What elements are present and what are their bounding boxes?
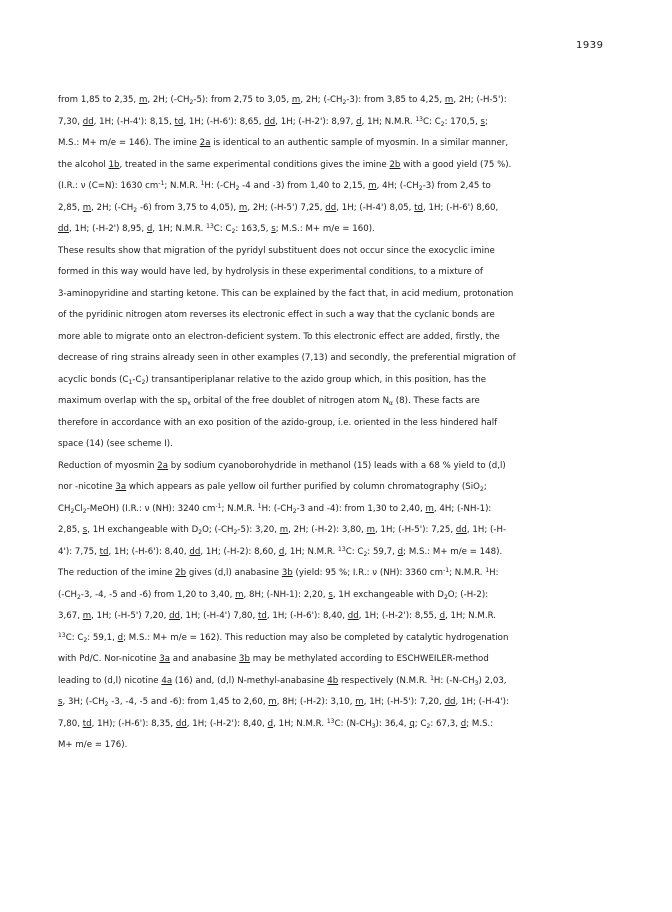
text-line (58, 391, 618, 413)
text-run: -5): from 2,75 to 3,05, (193, 95, 292, 105)
text-run: H: (-N-CH (433, 675, 475, 686)
subscript: 2 (440, 120, 445, 128)
text-line (58, 671, 618, 693)
text-run: 7,80, (58, 718, 83, 729)
text-run: C: C (345, 546, 364, 557)
paragraph (58, 241, 618, 456)
text-run: The reduction of the imine (58, 568, 176, 578)
superscript: -1 (215, 502, 222, 510)
underlined-term: m (238, 202, 248, 213)
subscript: 2 (479, 486, 484, 493)
text-run: , 1H; (-H-2'): 8,55, (358, 611, 440, 621)
paragraph (58, 456, 618, 757)
underlined-term: m (268, 697, 277, 707)
text-run: , 1H; (-H-4'): 8,15, (93, 116, 175, 127)
text-line (58, 133, 618, 155)
subscript: 2 (426, 722, 431, 730)
text-run: -3, -4, -5 and -6) from 1,20 to 3,40, (80, 589, 236, 600)
text-run: , 2H; (-CH (300, 95, 343, 105)
text-run: therefore in accordance with an exo position of the azido-group, i.e. oriented in the less hindered half (58, 417, 498, 428)
text-run: ; N.M.R. (449, 568, 486, 578)
text-run: orbital of the free doublet of nitrogen atom N (190, 396, 390, 406)
underlined-term: td (174, 116, 184, 127)
text-run: CH (58, 503, 71, 514)
underlined-term: m (82, 202, 92, 213)
text-line (58, 714, 618, 736)
text-run: ): 36,4, (375, 718, 410, 729)
text-line (58, 542, 618, 564)
text-run: of the pyridinic nitrogen atom reverses its electronic effect in such a way that the cyclanic bonds are (58, 310, 495, 320)
text-line (58, 585, 618, 607)
underlined-term: d (278, 546, 285, 557)
text-run: , 1H; (-H-4'): (455, 697, 509, 707)
text-run: , 1H; N.M.R. (445, 611, 497, 621)
underlined-term: m (425, 503, 434, 514)
text-run: , 1H; (-H-6') 8,60, (423, 202, 499, 213)
underlined-term: dd (58, 224, 69, 234)
text-run: 7,30, (58, 116, 83, 127)
underlined-term: dd (325, 202, 337, 213)
text-run: ; (483, 482, 487, 492)
text-run: , 4H; (-CH (376, 181, 419, 191)
text-line (58, 370, 618, 392)
superscript: 13 (338, 545, 346, 553)
text-run: M+ m/e = 176). (58, 740, 128, 750)
underlined-term: m (279, 525, 289, 535)
text-line (58, 198, 618, 220)
subscript: 2 (342, 99, 347, 106)
text-run: respectively (N.M.R. (338, 675, 431, 686)
text-run: -4 and -3) from 1,40 to 2,15, (239, 181, 369, 191)
text-run: , 1H; N.M.R. (273, 718, 327, 729)
underlined-term: 2a (199, 138, 211, 148)
text-run: : 59,7, (367, 546, 398, 557)
text-run: , 2H; (-H-5'): (453, 95, 507, 105)
text-run: , 1H; (-H-2): 8,60, (200, 546, 279, 557)
text-line (58, 348, 618, 370)
text-run: , 8H; (-H-2): 3,10, (276, 697, 356, 707)
text-run: the alcohol (58, 159, 109, 170)
text-line (58, 90, 618, 112)
text-run: ; (484, 116, 488, 127)
underlined-term: m (138, 95, 148, 105)
text-run: 2,85, (58, 202, 83, 213)
subscript: α (389, 400, 394, 407)
text-run: formed in this way would have led, by hydrolysis in these experimental conditions, to a mixture of (58, 267, 483, 277)
underlined-term: 2b (389, 159, 401, 170)
text-line (58, 606, 618, 628)
text-run: gives (d,l) anabasine (186, 568, 282, 578)
text-run: 3-aminopyridine and starting ketone. This can be explained by the fact that, in acid medium, protonation (58, 288, 514, 299)
text-line (58, 520, 618, 542)
underlined-term: s (82, 525, 88, 535)
text-run: , 1H; (-H-5') 7,20, (91, 611, 170, 621)
text-run: ) 2,03, (478, 675, 507, 686)
text-run: (I.R.: ν (C=N): 1630 cm (58, 181, 159, 191)
text-run: , 2H; (-CH (91, 202, 134, 213)
text-line (58, 327, 618, 349)
text-line (58, 563, 618, 585)
superscript: -1 (158, 180, 165, 187)
underlined-term: td (257, 611, 267, 621)
text-run: , 1H exchangeable with D (332, 589, 444, 600)
subscript: 2 (83, 636, 88, 644)
underlined-term: d (117, 632, 124, 643)
underlined-term: m (82, 611, 92, 621)
text-run: : 67,3, (430, 718, 461, 729)
text-run: is identical to an authentic sample of myosmin. In a similar manner, (210, 138, 509, 148)
text-run: 4'): 7,75, (58, 546, 100, 557)
underlined-term: dd (169, 611, 181, 621)
underlined-term: m (291, 95, 301, 105)
text-run: , 1H; N.M.R. (152, 224, 207, 234)
underlined-term: dd (347, 611, 359, 621)
text-line (58, 434, 618, 456)
text-run: -3 and -4): from 1,30 to 2,40, (296, 503, 426, 514)
text-run: , 1H; (-H-2') 8,95, (68, 224, 147, 234)
text-line (58, 649, 618, 671)
subscript: 2 (235, 185, 240, 192)
text-run: , 1H; (-H-4') 8,05, (336, 202, 415, 213)
text-run: nor -nicotine (58, 482, 116, 492)
text-run: C: C (65, 632, 84, 643)
underlined-term: dd (444, 697, 456, 707)
text-run: , 3H; (-CH (62, 697, 105, 707)
subscript: 2 (233, 529, 238, 536)
text-run: with a good yield (75 %). (400, 159, 512, 170)
text-run: , 1H; (-H- (466, 525, 507, 535)
underlined-term: 2b (175, 568, 187, 578)
text-run: , 1H; (-H-6'): 8,40, (108, 546, 190, 557)
text-run: space (14) (see scheme I). (58, 439, 173, 449)
text-line (58, 456, 618, 478)
text-run: Reduction of myosmin (58, 460, 158, 471)
text-run: -5): 3,20, (237, 525, 280, 535)
superscript: 1 (485, 567, 490, 574)
text-run: C: (N-CH (334, 718, 372, 729)
text-run: : 163,5, (235, 224, 272, 234)
text-line (58, 735, 618, 757)
underlined-term: dd (264, 116, 276, 127)
subscript: x (187, 400, 191, 407)
superscript: 1 (430, 674, 434, 682)
underlined-term: m (366, 525, 376, 535)
subscript: 3 (371, 722, 376, 730)
text-run: , 1H; (-H-5'): 7,25, (375, 525, 456, 535)
underlined-term: m (235, 589, 244, 600)
subscript: 2 (82, 507, 87, 515)
underlined-term: s (271, 224, 276, 234)
text-run: O; (-CH (202, 525, 234, 535)
text-run: , 1H exchangeable with D (87, 525, 199, 535)
underlined-term: td (414, 202, 424, 213)
superscript: 13 (326, 717, 335, 725)
text-run: H: (-CH (204, 181, 236, 191)
text-line (58, 499, 618, 521)
text-run: , 1H; (-H-2'): 8,40, (186, 718, 268, 729)
text-run: H: (-CH (261, 503, 293, 514)
text-run: H: (489, 568, 499, 578)
text-run: 2,85, (58, 525, 83, 535)
underlined-term: 3a (115, 482, 127, 492)
underlined-term: dd (82, 116, 94, 127)
text-run: (8). These facts are (393, 396, 480, 406)
text-line (58, 477, 618, 499)
paragraph (58, 90, 618, 241)
subscript: 2 (141, 378, 146, 386)
text-run: by sodium cyanoborohydride in methanol (15) leads with a 68 % yield to (d,l) (168, 460, 506, 471)
text-line (58, 284, 618, 306)
text-run: M.S.: M+ m/e = 146). The imine (58, 138, 200, 148)
subscript: 2 (363, 550, 368, 558)
text-line (58, 155, 618, 177)
text-run: : 170,5, (444, 116, 481, 127)
underlined-term: q (409, 718, 415, 729)
text-run: -6) from 3,75 to 4,05), (137, 202, 239, 213)
text-line (58, 305, 618, 327)
text-run: (yield: 95 %; I.R.: ν (NH): 3360 cm (292, 568, 444, 578)
subscript: 2 (104, 701, 109, 708)
underlined-term: 3b (239, 654, 250, 664)
text-line (58, 241, 618, 263)
text-run: decrease of ring strains already seen in other examples (7,13) and secondly, the preferential migration of (58, 353, 516, 363)
text-run: ; C (414, 718, 427, 729)
underlined-term: td (99, 546, 109, 557)
text-run: acyclic bonds (C (58, 374, 129, 385)
underlined-term: d (356, 116, 362, 127)
underlined-term: d (397, 546, 404, 557)
underlined-term: 3a (159, 654, 171, 664)
text-run: , 1H; (-H-2'): 8,97, (275, 116, 357, 127)
text-run: which appears as pale yellow oil further purified by column chromatography (SiO (126, 482, 480, 492)
text-run: , 1H; N.M.R. (284, 546, 339, 557)
underlined-term: d (439, 611, 446, 621)
text-run: C: C (423, 116, 441, 127)
subscript: 2 (198, 529, 203, 536)
text-run: , 2H; (-H-2): 3,80, (288, 525, 367, 535)
subscript: 1 (128, 378, 133, 386)
text-run: ; N.M.R. (221, 503, 258, 514)
underlined-term: d (267, 718, 274, 729)
underlined-term: d (460, 718, 467, 729)
underlined-term: 4a (161, 675, 173, 686)
underlined-term: 1b (108, 159, 120, 170)
subscript: 2 (70, 507, 75, 515)
text-line (58, 176, 618, 198)
text-run: may be methylated according to ESCHWEILER-method (249, 654, 489, 664)
body-text (58, 90, 618, 757)
text-line (58, 628, 618, 650)
text-run: , 1H; (-H-4') 7,80, (180, 611, 258, 621)
text-run: (16) and, (d,l) N-methyl-anabasine (172, 675, 328, 686)
text-run: with Pd/C. Nor-nicotine (58, 654, 160, 664)
text-run: more able to migrate onto an electron-deficient system. To this electronic effect are added, firstly, the (58, 331, 500, 342)
underlined-term: 4b (327, 675, 339, 686)
text-run: C: C (213, 224, 232, 234)
text-run: -C (132, 374, 142, 385)
text-run: ; M.S.: (466, 718, 494, 729)
text-run: -3, -4, -5 and -6): from 1,45 to 2,60, (108, 697, 269, 707)
text-line (58, 112, 618, 134)
text-run: , 1H; (-H-5'): 7,20, (363, 697, 445, 707)
text-run: , 1H; (-H-6'): 8,65, (183, 116, 265, 127)
subscript: 2 (231, 228, 236, 235)
text-run: ; M.S.: M+ m/e = 160). (275, 224, 375, 234)
superscript: 13 (415, 115, 424, 123)
text-run: -MeOH) (I.R.: ν (NH): 3240 cm (86, 503, 216, 514)
underlined-term: s (58, 697, 63, 707)
superscript: -1 (443, 567, 450, 574)
underlined-term: s (480, 116, 485, 127)
text-run: , 8H; (-NH-1): 2,20, (243, 589, 329, 600)
text-line (58, 413, 618, 435)
superscript: 13 (206, 223, 214, 230)
text-run: 3,67, (58, 611, 83, 621)
text-line (58, 262, 618, 284)
superscript: 1 (200, 180, 205, 187)
subscript: 3 (474, 679, 479, 687)
underlined-term: d (146, 224, 153, 234)
text-run: ) transantiperiplanar relative to the azido group which, in this position, has the (145, 374, 487, 385)
text-run: , treated in the same experimental conditions gives the imine (119, 159, 390, 170)
subscript: 2 (292, 507, 297, 515)
subscript: 2 (418, 185, 423, 192)
underlined-term: m (368, 181, 377, 191)
subscript: 2 (77, 593, 81, 601)
text-run: ; M.S.: M+ m/e = 162). This reduction may also be completed by catalytic hydrogenation (123, 632, 509, 643)
text-run: maximum overlap with the sp (58, 396, 188, 406)
superscript: 1 (257, 502, 262, 510)
text-run: (-CH (58, 589, 77, 600)
text-run: , 1H; (-H-6'): 8,40, (266, 611, 348, 621)
underlined-term: dd (455, 525, 467, 535)
text-run: , 2H; (-CH (147, 95, 190, 105)
underlined-term: m (355, 697, 364, 707)
text-run: leading to (d,l) nicotine (58, 675, 162, 686)
text-run: from 1,85 to 2,35, (58, 95, 139, 105)
underlined-term: dd (189, 546, 201, 557)
text-line (58, 219, 618, 241)
text-run: , 1H); (-H-6'): 8,35, (91, 718, 176, 729)
text-line (58, 692, 618, 714)
text-run: -3): from 3,85 to 4,25, (346, 95, 445, 105)
text-run: Cl (74, 503, 83, 514)
text-run: , 4H; (-NH-1): (433, 503, 492, 514)
underlined-term: 3b (281, 568, 293, 578)
subscript: 2 (189, 99, 194, 106)
text-run: , 2H; (-H-5') 7,25, (247, 202, 326, 213)
underlined-term: dd (175, 718, 187, 729)
text-run: -3) from 2,45 to (422, 181, 491, 191)
underlined-term: td (82, 718, 92, 729)
text-run: ; N.M.R. (164, 181, 201, 191)
subscript: 2 (133, 206, 138, 214)
underlined-term: m (444, 95, 454, 105)
text-run: ; M.S.: M+ m/e = 148). (403, 546, 503, 557)
page-number: 1939 (576, 40, 604, 51)
subscript: 2 (443, 593, 448, 601)
text-run: and anabasine (170, 654, 240, 664)
underlined-term: 2a (157, 460, 169, 471)
superscript: 13 (58, 631, 66, 639)
text-run: , 1H; N.M.R. (361, 116, 416, 127)
text-run: O; (-H-2): (447, 589, 489, 600)
text-run: : 59,1, (87, 632, 118, 643)
text-run: These results show that migration of the pyridyl substituent does not occur since the exocyclic imine (58, 245, 495, 256)
underlined-term: s (328, 589, 333, 600)
